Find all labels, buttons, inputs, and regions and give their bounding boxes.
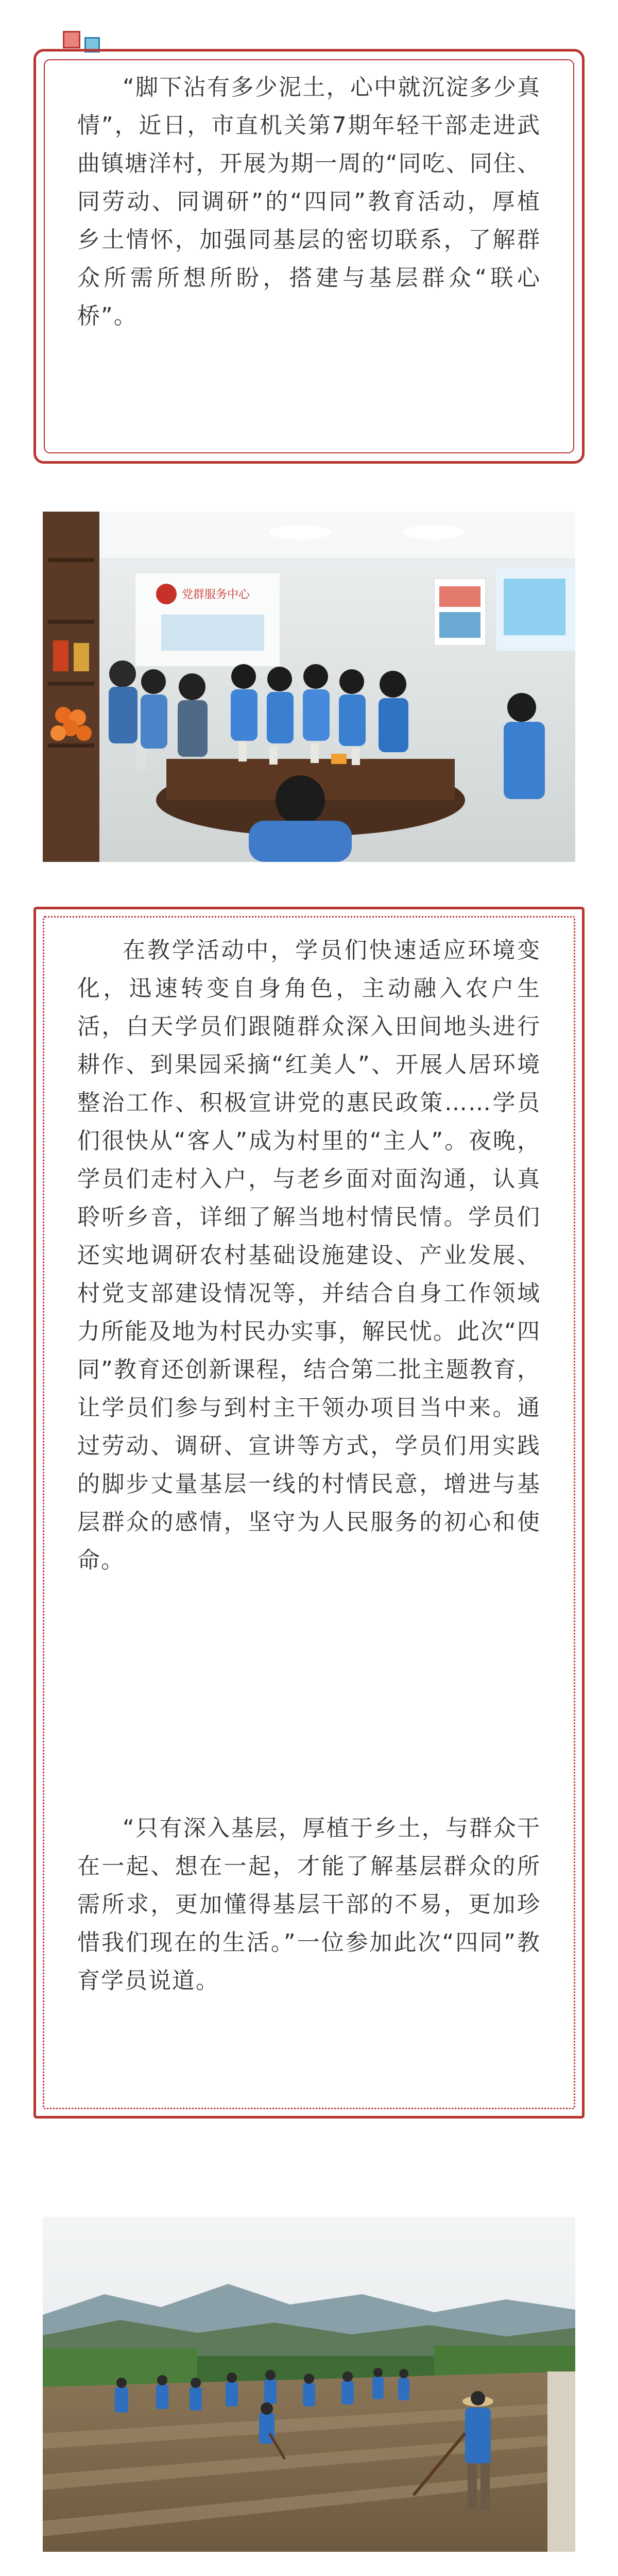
- activity-paragraph-2: “只有深入基层，厚植于乡土，与群众干在一起、想在一起，才能了解基层群众的所需所求，更加懂得基层干部的不易，更加珍惜我们现在的生活。”一位参加此次“四同”教育学员说道。: [77, 1815, 541, 1994]
- intro-paragraph: “脚下沾有多少泥土，心中就沉淀多少真情”，近日，市直机关第7期年轻干部走进武曲镇塘洋村，开展为期一周的“同吃、同住、同劳动、同调研”的“四同”教育活动，厚植乡土情怀，加强同基层的密切联系，了解群众所需所想所盼，搭建与基层群众“联心桥”。: [77, 74, 541, 329]
- photo-field-work: [43, 2217, 575, 2552]
- photo-meeting-room: [43, 512, 575, 862]
- activity-frame: [33, 907, 585, 2119]
- activity-paragraph-1: 在教学活动中，学员们快速适应环境变化，迅速转变自身角色，主动融入农户生活，白天学员们跟随群众深入田间地头进行耕作、到果园采摘“红美人”、开展人居环境整治工作、积极宣讲党的惠民政策……学员们很快从“客人”成为村里的“主人”。夜晚，学员们走村入户，与老乡面对面沟通，认真聆听乡音，详细了解当地村情民情。学员们还实地调研农村基础设施建设、产业发展、村党支部建设情况等，并结合自身工作领域力所能及地为村民办实事，解民忧。此次“四同”教育还创新课程，结合第二批主题教育，让学员们参与到村主干领办项目当中来。通过劳动、调研、宣讲等方式，学员们用实践的脚步丈量基层一线的村情民意，增进与基层群众的感情，坚守为人民服务的初心和使命。: [77, 937, 541, 1573]
- wall-banner-text: 党群服务中心: [182, 588, 250, 601]
- intro-frame: [33, 49, 585, 464]
- red-square-decoration: [63, 31, 80, 48]
